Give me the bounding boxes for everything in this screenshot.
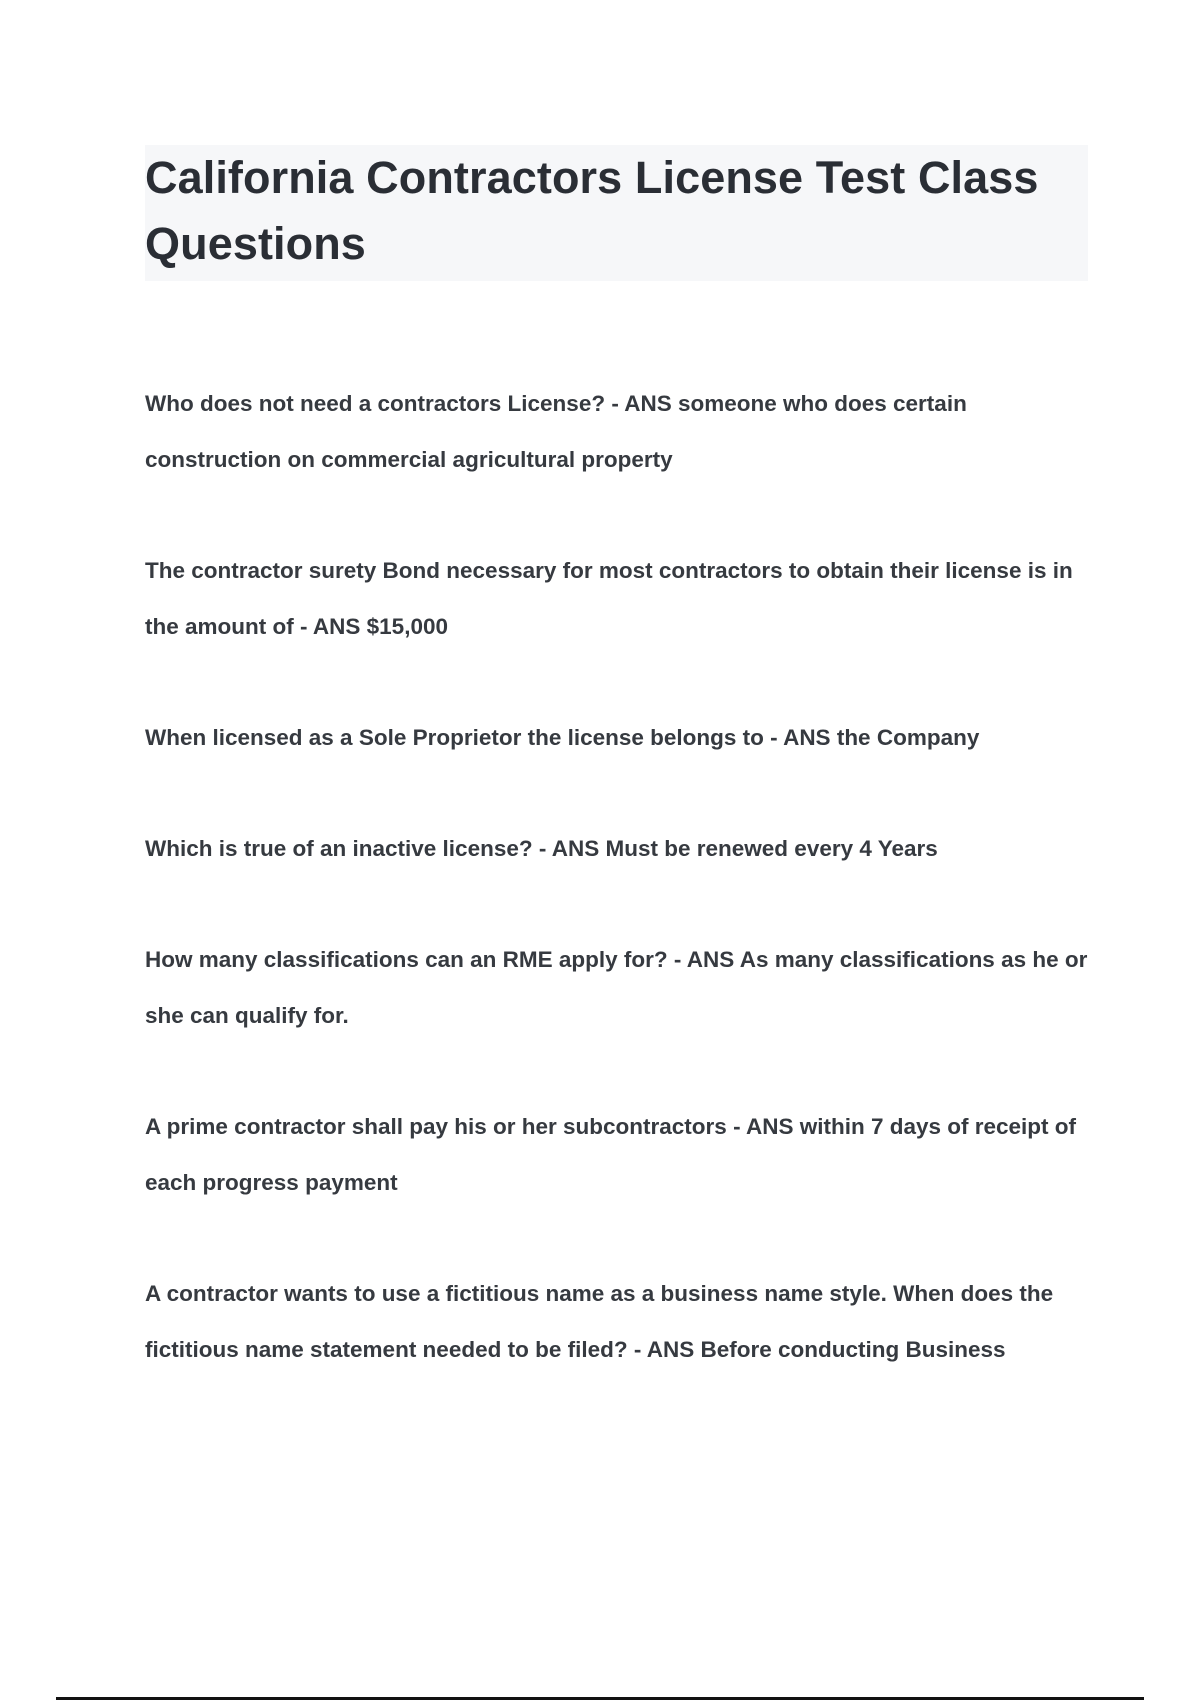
qa-item-3: When licensed as a Sole Proprietor the license belongs to - ANS the Company [145, 725, 980, 750]
document-title: California Contractors License Test Class Questions [145, 152, 1039, 269]
qa-item-5: How many classifications can an RME apply for? - ANS As many classifications as he or she can qualify for. [145, 947, 1088, 1028]
qa-item-2: The contractor surety Bond necessary for most contractors to obtain their license is in the amount of - ANS $15,000 [145, 558, 1073, 639]
title-block [145, 145, 1088, 281]
qa-item-1: Who does not need a contractors License? - ANS someone who does certain construction on commercial agricultural property [145, 391, 967, 472]
qa-list [145, 376, 1105, 1378]
qa-item-7: A contractor wants to use a fictitious name as a business name style. When does the fictitious name statement needed to be filed? - ANS Before conducting Business [145, 1281, 1054, 1362]
qa-item-4: Which is true of an inactive license? - ANS Must be renewed every 4 Years [145, 836, 938, 861]
qa-item-6: A prime contractor shall pay his or her subcontractors - ANS within 7 days of receipt of each progress payment [145, 1114, 1077, 1195]
